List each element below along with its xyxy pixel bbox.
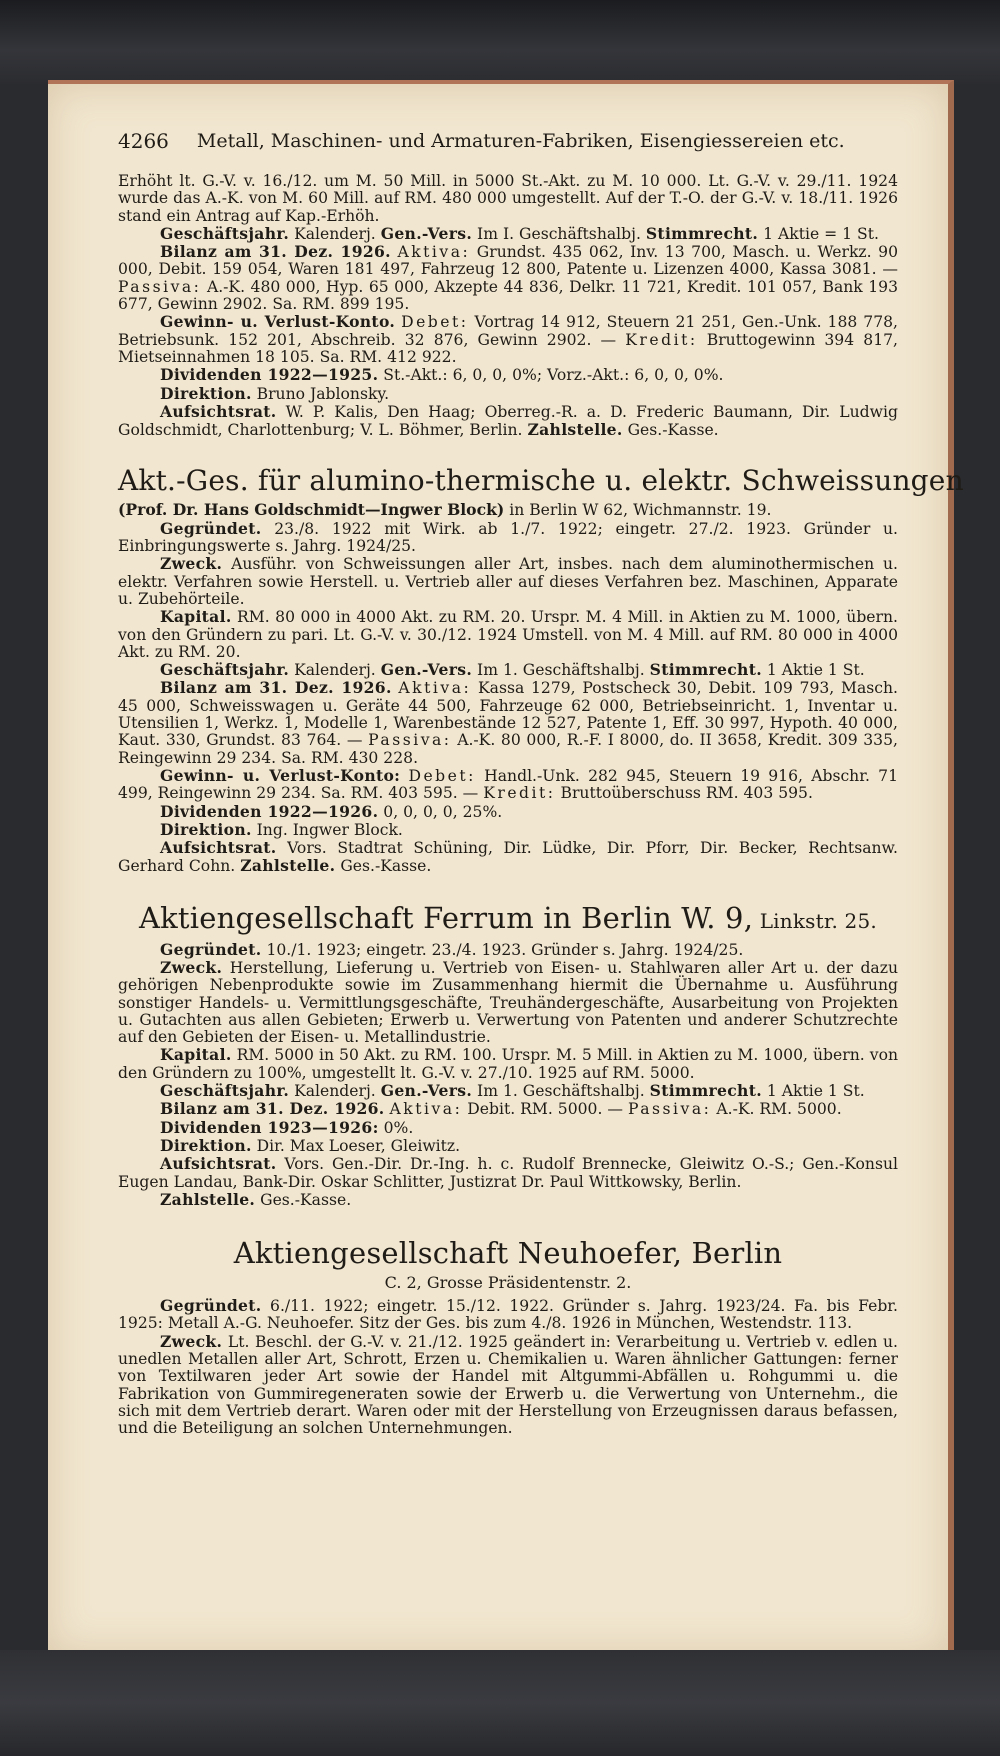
- capital: Kapital. RM. 80 000 in 4000 Akt. zu RM. 20. Urspr. M. 4 Mill. in Aktien zu M. 1000, übern. von den Gründern zu pari. Lt. G.-V. v. 30./12. 1924 Umstell. von M. 4 Mill. auf RM. 80 000 in 4000 Akt. zu RM. 20.: [118, 607, 898, 661]
- label-geschaeftsjahr: Geschäftsjahr.: [160, 660, 290, 680]
- label-dividenden: Dividenden 1922—1925.: [160, 365, 379, 385]
- purpose: Zweck. Ausführ. von Schweissungen aller Art, insbes. nach dem aluminothermischen u. elektr. Verfahren sowie Herstell. u. Vertrieb aller auf dieses Verfahren bez. Maschinen, Apparate u. Zubehörteile.: [118, 554, 898, 608]
- company-location: in Berlin W 62, Wichmannstr. 19.: [504, 501, 772, 520]
- label-aufsichtsrat: Aufsichtsrat.: [160, 838, 277, 858]
- label-kredit: Kredit:: [625, 330, 698, 349]
- company-title: Aktiengesellschaft Ferrum in Berlin W. 9, Linkstr. 25.: [139, 900, 877, 935]
- label-zahlstelle: Zahlstelle.: [160, 1189, 256, 1209]
- label-bilanz: Bilanz am 31. Dez. 1926.: [160, 242, 391, 262]
- label-zweck: Zweck.: [160, 554, 223, 574]
- company-subtitle: [118, 501, 898, 519]
- balance-sheet: Bilanz am 31. Dez. 1926. Aktiva: Debit. RM. 5000. — Passiva: A.-K. RM. 5000.: [160, 1099, 842, 1119]
- profit-loss-account: Gewinn- u. Verlust-Konto: Debet: Handl.-Unk. 282 945, Steuern 19 916, Abschr. 71 499, Reingewinn 29 234. Sa. RM. 403 595. — Kredit: Bruttoüberschuss RM. 403 595.: [118, 765, 898, 803]
- label-gen-vers: Gen.-Vers.: [380, 660, 473, 680]
- label-gewinn-verlust: Gewinn- u. Verlust-Konto:: [160, 765, 401, 785]
- label-gewinn-verlust: Gewinn- u. Verlust-Konto.: [160, 312, 396, 332]
- founded: Gegründet. 6./11. 1922; eingetr. 15./12. 1922. Gründer s. Jahrg. 1923/24. Fa. bis Febr. 1925: Metall A.-G. Neuhoefer. Sitz der Ges. bis zum 4./8. 1926 in München, Westendstr. 113.: [118, 1296, 898, 1333]
- management: Direktion. Ing. Ingwer Block.: [160, 819, 403, 839]
- fiscal-year-line: Geschäftsjahr. Kalenderj. Gen.-Vers. Im 1. Geschäftshalbj. Stimmrecht. 1 Aktie 1 St.: [160, 1081, 865, 1101]
- entry-schweissungen: [118, 463, 964, 876]
- label-aufsichtsrat: Aufsichtsrat.: [160, 401, 277, 421]
- label-passiva: Passiva:: [627, 1100, 712, 1119]
- company-founders: (Prof. Dr. Hans Goldschmidt—Ingwer Block): [118, 500, 505, 520]
- label-dividenden: Dividenden 1923—1926:: [160, 1117, 379, 1137]
- label-direktion: Direktion.: [160, 383, 252, 403]
- founded: Gegründet. 23./8. 1922 mit Wirk. ab 1./7. 1922; eingetr. 27./2. 1923. Gründer u. Einbringungswerte s. Jahrg. 1924/25.: [118, 518, 898, 556]
- running-title: Metall, Maschinen- und Armaturen-Fabriken, Eisengiessereien etc.: [196, 130, 845, 152]
- page-number: 4266: [118, 129, 169, 153]
- entry-ferrum: [118, 900, 898, 1209]
- label-bilanz: Bilanz am 31. Dez. 1926.: [160, 1099, 385, 1119]
- capital-history: Erhöht lt. G.-V. v. 16./12. um M. 50 Mill. in 5000 St.-Akt. zu M. 10 000. Lt. G.-V. v. 29./11. 1924 wurde das A.-K. von M. 60 Mill. auf RM. 480 000 umgestellt. Auf der T.-O. der G.-V. v. 18./11. 1926 stand ein Antrag auf Kap.-Erhöh.: [118, 172, 898, 225]
- dividends: Dividenden 1922—1925. St.-Akt.: 6, 0, 0, 0%; Vorz.-Akt.: 6, 0, 0, 0%.: [160, 365, 724, 385]
- dividends: Dividenden 1923—1926: 0%.: [160, 1117, 414, 1137]
- paying-agent: Zahlstelle. Ges.-Kasse.: [160, 1189, 352, 1209]
- page-content: [118, 129, 964, 1438]
- book-binding-bottom: [0, 1650, 1000, 1756]
- label-bilanz: Bilanz am 31. Dez. 1926.: [160, 678, 392, 698]
- purpose: Zweck. Lt. Beschl. der G.-V. v. 21./12. 1925 geändert in: Verarbeitung u. Vertrieb v. edlen u. unedlen Metallen aller Art, Schrott, Erzen u. Chemikalien u. Waren ähnlicher Gattungen: ferner von Textilwaren jeder Art sowie der Handel mit Altgummi-Abfällen u. Rohgummi u. die Fabrikation von Gummiregeneraten sowie der Erwerb u. die Verwertung von Unternehm., die sich mit dem Vertrieb derart. Waren oder mit der Herstellung von Erzeugnissen daraus befassen, und die Beteiligung an solchen Unternehmungen.: [118, 1331, 898, 1438]
- label-gen-vers: Gen.-Vers.: [380, 1081, 473, 1101]
- label-debet: Debet:: [408, 766, 476, 785]
- label-kapital: Kapital.: [160, 1045, 232, 1065]
- label-kredit: Kredit:: [483, 784, 556, 803]
- label-stimmrecht: Stimmrecht.: [649, 1081, 762, 1101]
- company-address: Linkstr. 25.: [753, 908, 877, 933]
- supervisory-board: Aufsichtsrat. W. P. Kalis, Den Haag; Oberreg.-R. a. D. Frederic Baumann, Dir. Ludwig Goldschmidt, Charlottenburg; V. L. Böhmer, Berlin. Zahlstelle. Ges.-Kasse.: [118, 401, 898, 440]
- profit-loss-account: Gewinn- u. Verlust-Konto. Debet: Vortrag 14 912, Steuern 21 251, Gen.-Unk. 188 778, Betriebsunk. 152 201, Abschreib. 32 876, Gewinn 2902. — Kredit: Bruttogewinn 394 817, Mietseinnahmen 18 105. Sa. RM. 412 922.: [118, 312, 898, 366]
- balance-sheet: Bilanz am 31. Dez. 1926. Aktiva: Grundst. 435 062, Inv. 13 700, Masch. u. Werkz. 90 000, Debit. 159 054, Waren 181 497, Fahrzeug 12 800, Patente u. Lizenzen 4000, Kassa 3081. — Passiva: A.-K. 480 000, Hyp. 65 000, Akzepte 44 836, Delkr. 11 721, Kredit. 101 057, Bank 193 677, Gewinn 2902. Sa. RM. 899 195.: [118, 242, 898, 314]
- label-passiva: Passiva:: [118, 277, 202, 296]
- label-gegruendet: Gegründet.: [160, 518, 262, 538]
- capital: Kapital. RM. 5000 in 50 Akt. zu RM. 100. Urspr. M. 5 Mill. in Aktien zu M. 1000, übern. von den Gründern zu 100%, umgestellt lt. G.-V. v. 27./10. 1925 auf RM. 5000.: [118, 1045, 898, 1082]
- company-title: Aktiengesellschaft Neuhoefer, Berlin: [233, 1236, 783, 1271]
- label-passiva: Passiva:: [368, 731, 452, 750]
- label-aufsichtsrat: Aufsichtsrat.: [160, 1154, 277, 1174]
- label-geschaeftsjahr: Geschäftsjahr.: [160, 223, 290, 243]
- label-direktion: Direktion.: [160, 819, 252, 839]
- fiscal-year-line: Geschäftsjahr. Kalenderj. Gen.-Vers. Im 1. Geschäftshalbj. Stimmrecht. 1 Aktie 1 St.: [160, 660, 865, 680]
- label-aktiva: Aktiva:: [398, 679, 472, 698]
- management: Direktion. Dir. Max Loeser, Gleiwitz.: [160, 1135, 461, 1155]
- founded: Gegründet. 10./1. 1923; eingetr. 23./4. 1923. Gründer s. Jahrg. 1924/25.: [160, 939, 744, 959]
- label-zahlstelle: Zahlstelle.: [527, 420, 623, 440]
- company-address: C. 2, Grosse Präsidentenstr. 2.: [384, 1273, 632, 1293]
- label-aktiva: Aktiva:: [397, 243, 471, 262]
- management: Direktion. Bruno Jablonsky.: [160, 383, 390, 403]
- label-gen-vers: Gen.-Vers.: [380, 223, 473, 243]
- book-binding-top: [0, 0, 1000, 84]
- purpose: Zweck. Herstellung, Lieferung u. Vertrieb von Eisen- u. Stahlwaren aller Art u. der dazu gehörigen Nebenprodukte sowie im Zusammenhang hiermit die Übernahme u. Ausführung sonstiger Handels- u. Vermittlungsgeschäfte, Treuhändergeschäfte, Ausarbeitung von Projekten u. Gutachten aus allen Gebieten; Erwerb u. Verwertung von Patenten und anderer Schutzrechte auf den Gebieten der Eisen- u. Metallindustrie.: [118, 957, 898, 1047]
- label-kapital: Kapital.: [160, 607, 232, 627]
- company-title: Akt.-Ges. für alumino-thermische u. elektr. Schweissungen: [118, 464, 964, 498]
- label-zweck: Zweck.: [160, 957, 223, 977]
- label-zweck: Zweck.: [160, 1331, 223, 1351]
- book-page: [48, 80, 964, 1658]
- balance-sheet: Bilanz am 31. Dez. 1926. Aktiva: Kassa 1279, Postscheck 30, Debit. 109 793, Masch. 45 000, Schweisswagen u. Geräte 44 500, Fahrzeuge 62 000, Betriebseinricht. 1, Inventar u. Utensilien 1, Werkz. 1, Modelle 1, Warenbestände 12 527, Patente 1, Eff. 30 997, Hypoth. 40 000, Kaut. 330, Grundst. 83 764. — Passiva: A.-K. 80 000, R.-F. I 8000, do. II 3658, Kredit. 309 335, Reingewinn 29 234. Sa. RM. 430 228.: [118, 678, 898, 767]
- label-direktion: Direktion.: [160, 1135, 252, 1155]
- label-geschaeftsjahr: Geschäftsjahr.: [160, 1081, 290, 1101]
- entry-neuhoefer: [118, 1235, 898, 1437]
- label-dividenden: Dividenden 1922—1926.: [160, 801, 379, 821]
- fiscal-year-line: Geschäftsjahr. Kalenderj. Gen.-Vers. Im I. Geschäftshalbj. Stimmrecht. 1 Aktie = 1 St.: [160, 223, 879, 243]
- entry-continuation: [118, 173, 898, 439]
- label-gegruendet: Gegründet.: [160, 939, 262, 959]
- label-zahlstelle: Zahlstelle.: [240, 856, 336, 876]
- label-stimmrecht: Stimmrecht.: [645, 223, 759, 243]
- label-stimmrecht: Stimmrecht.: [649, 660, 762, 680]
- running-header: [118, 129, 898, 153]
- label-debet: Debet:: [401, 313, 469, 332]
- dividends: Dividenden 1922—1926. 0, 0, 0, 0, 25%.: [160, 801, 503, 821]
- label-gegruendet: Gegründet.: [160, 1296, 262, 1316]
- supervisory-board: Aufsichtsrat. Vors. Stadtrat Schüning, Dir. Lüdke, Dir. Pforr, Dir. Becker, Rechtsanw. Gerhard Cohn. Zahlstelle. Ges.-Kasse.: [118, 838, 898, 876]
- label-aktiva: Aktiva:: [389, 1100, 463, 1119]
- supervisory-board: Aufsichtsrat. Vors. Gen.-Dir. Dr.-Ing. h. c. Rudolf Brennecke, Gleiwitz O.-S.; Gen.-Konsul Eugen Landau, Bank-Dir. Oskar Schlitter, Justizrat Dr. Paul Wittkowsky, Berlin.: [118, 1154, 898, 1191]
